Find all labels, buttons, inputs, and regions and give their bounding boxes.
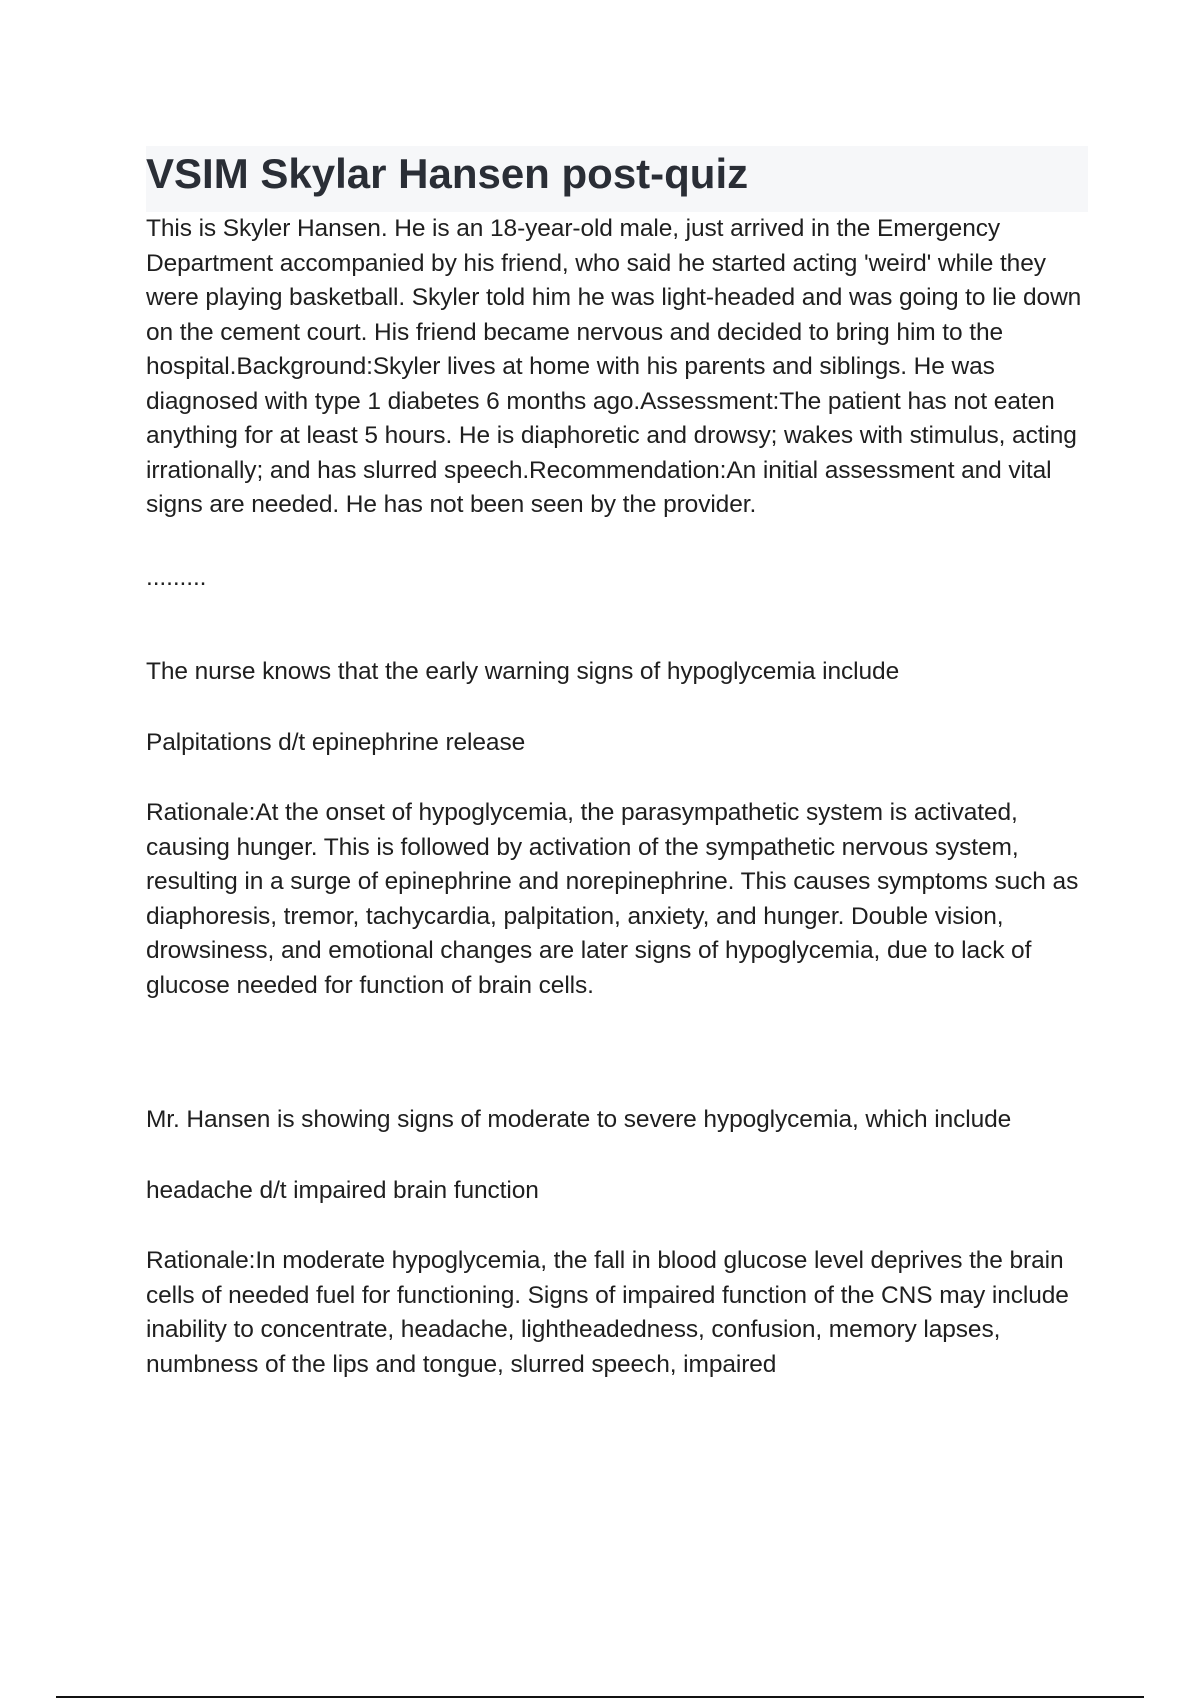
page-title: VSIM Skylar Hansen post-quiz [146,150,749,197]
question-2-rationale: Rationale:In moderate hypoglycemia, the fall in blood glucose level deprives the brain cells of needed fuel for functioning. Signs of impaired function of the CNS may include inability to concentrate, headache, lightheadedness, confusion, memory lapses, numbness of the lips and tongue, slurred speech, impaired [146,1247,1069,1378]
question-1-answer: Palpitations d/t epinephrine release [146,728,526,756]
intro-paragraph: This is Skyler Hansen. He is an 18-year-old male, just arrived in the Emergency Department accompanied by his friend, who said he started acting 'weird' while they were playing basketball. Skyler told him he was light-headed and was going to lie down on the cement court. His friend became nervous and decided to bring him to the hospital.Background:Skyler lives at home with his parents and siblings. He was diagnosed with type 1 diabetes 6 months ago.Assessment:The patient has not eaten anything for at least 5 hours. He is diaphoretic and drowsy; wakes with stimulus, acting irrationally; and has slurred speech.Recommendation:An initial assessment and vital signs are needed. He has not been seen by the provider. [146,215,1082,518]
question-1-rationale: Rationale:At the onset of hypoglycemia, the parasympathetic system is activated, causing hunger. This is followed by activation of the sympathetic nervous system, resulting in a surge of epinephrine and norepinephrine. This causes symptoms such as diaphoresis, tremor, tachycardia, palpitation, anxiety, and hunger. Double vision, drowsiness, and emotional changes are later signs of hypoglycemia, due to lack of glucose needed for function of brain cells. [146,799,1079,999]
question-2-text: Mr. Hansen is showing signs of moderate to severe hypoglycemia, which include [146,1106,1012,1133]
question-2-answer: headache d/t impaired brain function [146,1176,539,1204]
separator-dots: ......... [146,563,207,591]
footer-divider [56,1696,1144,1698]
title-bar [146,146,1088,212]
question-1-text: The nurse knows that the early warning signs of hypoglycemia include [146,658,900,685]
document-page [146,146,1088,1382]
